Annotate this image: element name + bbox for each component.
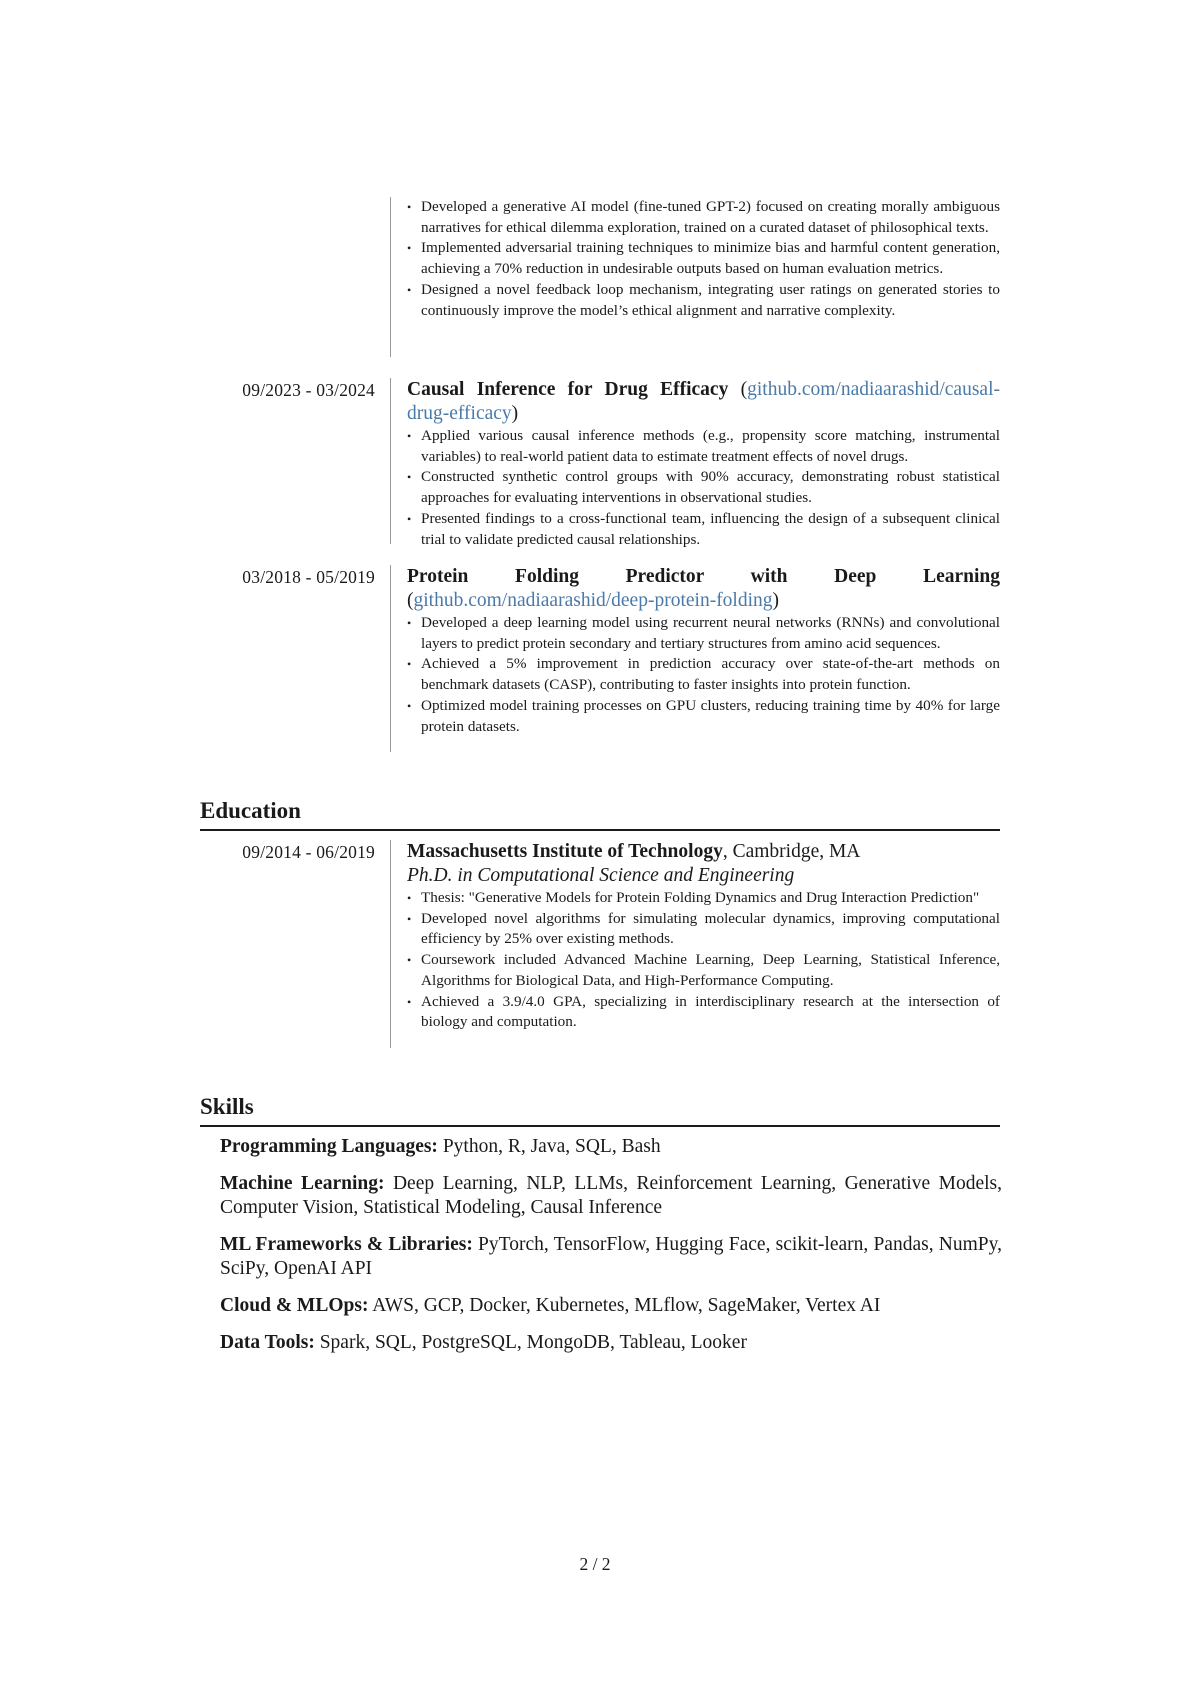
school-location: , Cambridge, MA bbox=[722, 841, 861, 862]
project-bullets bbox=[407, 613, 1000, 737]
project-heading: Protein Folding Predictor with Deep Learning (github.com/nadiaarashid/deep-protein-folding) bbox=[407, 566, 1000, 611]
timeline-divider bbox=[390, 378, 391, 544]
timeline-divider bbox=[390, 565, 391, 752]
bullet-item: • Designed a novel feedback loop mechanism, integrating user ratings on generated stories to continuously improve the model’s ethical alignment and narrative complexity. bbox=[407, 280, 1000, 321]
section-divider bbox=[200, 1125, 1000, 1127]
section-divider bbox=[200, 829, 1000, 831]
timeline-divider bbox=[390, 197, 391, 357]
bullet-item: • Coursework included Advanced Machine Learning, Deep Learning, Statistical Inference, Algorithms for Biological Data, and High-Performance Computing. bbox=[407, 950, 1000, 991]
entry-date: 09/2023 - 03/2024 bbox=[242, 380, 375, 400]
skill-label: Machine Learning: bbox=[220, 1173, 385, 1194]
skill-row bbox=[220, 1294, 1002, 1318]
timeline-divider bbox=[390, 840, 391, 1048]
skill-label: ML Frameworks & Libraries: bbox=[220, 1234, 473, 1255]
project-title: Protein Folding Predictor with Deep Learning bbox=[407, 566, 1000, 587]
skill-value: Spark, SQL, PostgreSQL, MongoDB, Tableau, Looker bbox=[314, 1332, 747, 1353]
skill-row bbox=[220, 1135, 1002, 1159]
project-link[interactable]: github.com/nadiaarashid/causal-drug-efficacy bbox=[407, 379, 1000, 424]
degree: Ph.D. in Computational Science and Engineering bbox=[407, 865, 795, 886]
project-entry bbox=[200, 565, 1000, 752]
bullet-item: • Developed novel algorithms for simulating molecular dynamics, improving computational efficiency by 25% over existing methods. bbox=[407, 909, 1000, 950]
school-heading bbox=[407, 840, 1000, 864]
skill-row bbox=[220, 1233, 1002, 1281]
school-name: Massachusetts Institute of Technology bbox=[407, 841, 723, 862]
skill-label: Programming Languages: bbox=[220, 1136, 438, 1157]
bullet-item: • Applied various causal inference methods (e.g., propensity score matching, instrumental variables) to real-world patient data to estimate treatment effects of novel drugs. bbox=[407, 426, 1000, 467]
skill-label: Data Tools: bbox=[220, 1332, 315, 1353]
bullet-item: • Developed a generative AI model (fine-tuned GPT-2) focused on creating morally ambiguous narratives for ethical dilemma exploration, trained on a curated dataset of philosophical texts. bbox=[407, 197, 1000, 238]
education-section-title: Education bbox=[200, 798, 301, 823]
entry-date: 09/2014 - 06/2019 bbox=[242, 842, 375, 862]
skills-section-title: Skills bbox=[200, 1094, 254, 1119]
project-title: Causal Inference for Drug Efficacy bbox=[407, 379, 729, 400]
page-number: 2 / 2 bbox=[579, 1554, 611, 1574]
bullet-item: • Achieved a 3.9/4.0 GPA, specializing in interdisciplinary research at the intersection of biology and computation. bbox=[407, 992, 1000, 1033]
education-content bbox=[407, 840, 1000, 1033]
skill-value: PyTorch, TensorFlow, Hugging Face, scikit-learn, Pandas, NumPy, SciPy, OpenAI API bbox=[220, 1234, 1002, 1279]
bullet-item: • Thesis: "Generative Models for Protein Folding Dynamics and Drug Interaction Prediction" bbox=[407, 888, 1000, 909]
bullet-item: • Achieved a 5% improvement in prediction accuracy over state-of-the-art methods on benchmark datasets (CASP), contributing to faster insights into protein function. bbox=[407, 654, 1000, 695]
skill-value: Deep Learning, NLP, LLMs, Reinforcement Learning, Generative Models, Computer Vision, Statistical Modeling, Causal Inference bbox=[220, 1173, 1002, 1218]
project-content bbox=[407, 378, 1000, 550]
skill-label: Cloud & MLOps: bbox=[220, 1295, 369, 1316]
bullet-item: • Constructed synthetic control groups with 90% accuracy, demonstrating robust statistical approaches for evaluating interventions in observational studies. bbox=[407, 467, 1000, 508]
bullet-item: • Optimized model training processes on GPU clusters, reducing training time by 40% for large protein datasets. bbox=[407, 696, 1000, 737]
bullet-item: • Presented findings to a cross-functional team, influencing the design of a subsequent clinical trial to validate predicted causal relationships. bbox=[407, 509, 1000, 550]
project-link[interactable]: github.com/nadiaarashid/deep-protein-folding bbox=[413, 590, 773, 611]
entry-date: 03/2018 - 05/2019 bbox=[242, 567, 375, 587]
project-content bbox=[407, 565, 1000, 737]
project-bullets bbox=[407, 197, 1000, 321]
bullet-item: • Developed a deep learning model using recurrent neural networks (RNNs) and convolutional layers to predict protein secondary and tertiary structures from amino acid sequences. bbox=[407, 613, 1000, 654]
bullet-item: • Implemented adversarial training techniques to minimize bias and harmful content generation, achieving a 70% reduction in undesirable outputs based on human evaluation metrics. bbox=[407, 238, 1000, 279]
skill-row bbox=[220, 1172, 1002, 1220]
education-bullets bbox=[407, 888, 1000, 1033]
skill-row bbox=[220, 1331, 1002, 1355]
skill-value: AWS, GCP, Docker, Kubernetes, MLflow, SageMaker, Vertex AI bbox=[368, 1295, 881, 1316]
project-entry bbox=[200, 197, 1000, 357]
project-entry bbox=[200, 378, 1000, 548]
skills-list bbox=[220, 1135, 1002, 1368]
project-heading: Causal Inference for Drug Efficacy (github.com/nadiaarashid/causal-drug-efficacy) bbox=[407, 379, 1000, 424]
project-content bbox=[407, 197, 1000, 321]
education-entry bbox=[200, 840, 1000, 1048]
project-bullets bbox=[407, 426, 1000, 550]
skill-value: Python, R, Java, SQL, Bash bbox=[437, 1136, 661, 1157]
